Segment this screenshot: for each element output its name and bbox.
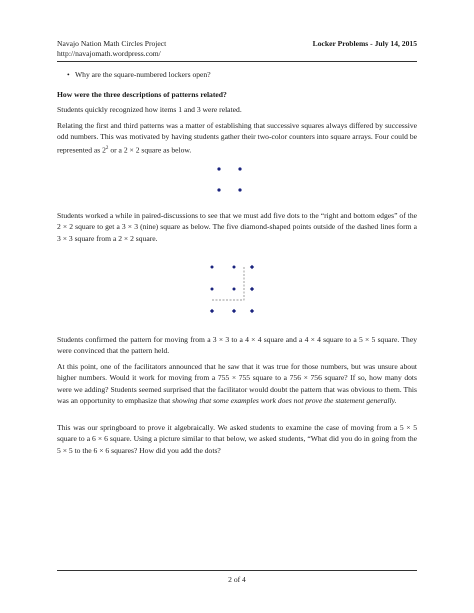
paragraph-2-exponent: 2 xyxy=(105,145,109,151)
diamond-dot xyxy=(250,287,254,291)
dot xyxy=(238,167,241,170)
header-project-name: Navajo Nation Math Circles Project xyxy=(57,39,167,48)
paragraph-1: Students quickly recognized how items 1 and 3 were related. xyxy=(57,105,242,114)
paragraph-4: Students confirmed the pattern for moving from a 3 × 3 to a 4 × 4 square and a 4 × 4 square to a 5 × 5 square. They were convinced that the pattern held. xyxy=(57,335,417,356)
bullet-marker: • xyxy=(67,70,70,79)
dot xyxy=(211,288,214,291)
header-title: Locker Problems - July 14, 2015 xyxy=(312,39,417,48)
paragraph-6: This was our springboard to prove it algebraically. We asked students to examine the case of moving from a 5 × 5 square to a 6 × 6 square. Using a picture similar to that below, we asked students, “What did you do in going from the 5 × 5 to the 6 × 6 squares? How did you add the dots? xyxy=(57,423,417,455)
bullet-list-item xyxy=(67,70,211,80)
paragraph-5-emphasis: showing that some examples work does not prove the statement generally. xyxy=(172,395,397,405)
dashed-separator xyxy=(212,266,244,300)
two-by-two-dot-figure xyxy=(205,160,245,200)
page-number: 2 of 4 xyxy=(228,575,246,584)
three-by-three-dot-figure xyxy=(200,256,260,321)
paragraph-2 xyxy=(57,120,417,155)
diamond-dot xyxy=(250,265,254,269)
dot xyxy=(233,266,236,269)
paragraph-5 xyxy=(57,361,417,406)
dot xyxy=(211,266,214,269)
dot xyxy=(217,167,220,170)
diamond-dot xyxy=(232,309,236,313)
bullet-text: Why are the square-numbered lockers open? xyxy=(75,70,211,79)
header-left xyxy=(57,39,166,59)
dot xyxy=(233,288,236,291)
diamond-dot xyxy=(250,309,254,313)
paragraph-5-text: At this point, one of the facilitators announced that he saw that it was true for those numbers, but was unsure about higher numbers. Would it work for moving from a 755 × 755 square to a 756 × 756 square? If so, how many dots were we adding? Students seemed surprised that the facilitator would doubt the pattern that was obvious to them. This was an opportunity to emphasize that xyxy=(57,362,417,405)
paragraph-2-text-b: or a 2 × 2 square as below. xyxy=(108,145,192,155)
diamond-dot xyxy=(210,309,214,313)
paragraph-2-text-a: Relating the first and third patterns was a matter of establishing that successive squares always differed by successive odd numbers. This was motivated by having students gather their two-color counters into square arrays. Four could be represented as 2 xyxy=(57,121,417,155)
dot xyxy=(217,188,220,191)
header-url[interactable]: http://navajomath.wordpress.com/ xyxy=(57,49,161,58)
paragraph-3: Students worked a while in paired-discussions to see that we must add five dots to the “right and bottom edges” of the 2 × 2 square to get a 3 × 3 (nine) square as below. The five diamond-shaped points outside of the dashed lines form a 3 × 3 square from a 2 × 2 square. xyxy=(57,211,417,243)
section-heading: How were the three descriptions of patterns related? xyxy=(57,90,227,99)
footer-rule xyxy=(57,570,417,571)
dot xyxy=(238,188,241,191)
header-rule xyxy=(57,61,417,62)
